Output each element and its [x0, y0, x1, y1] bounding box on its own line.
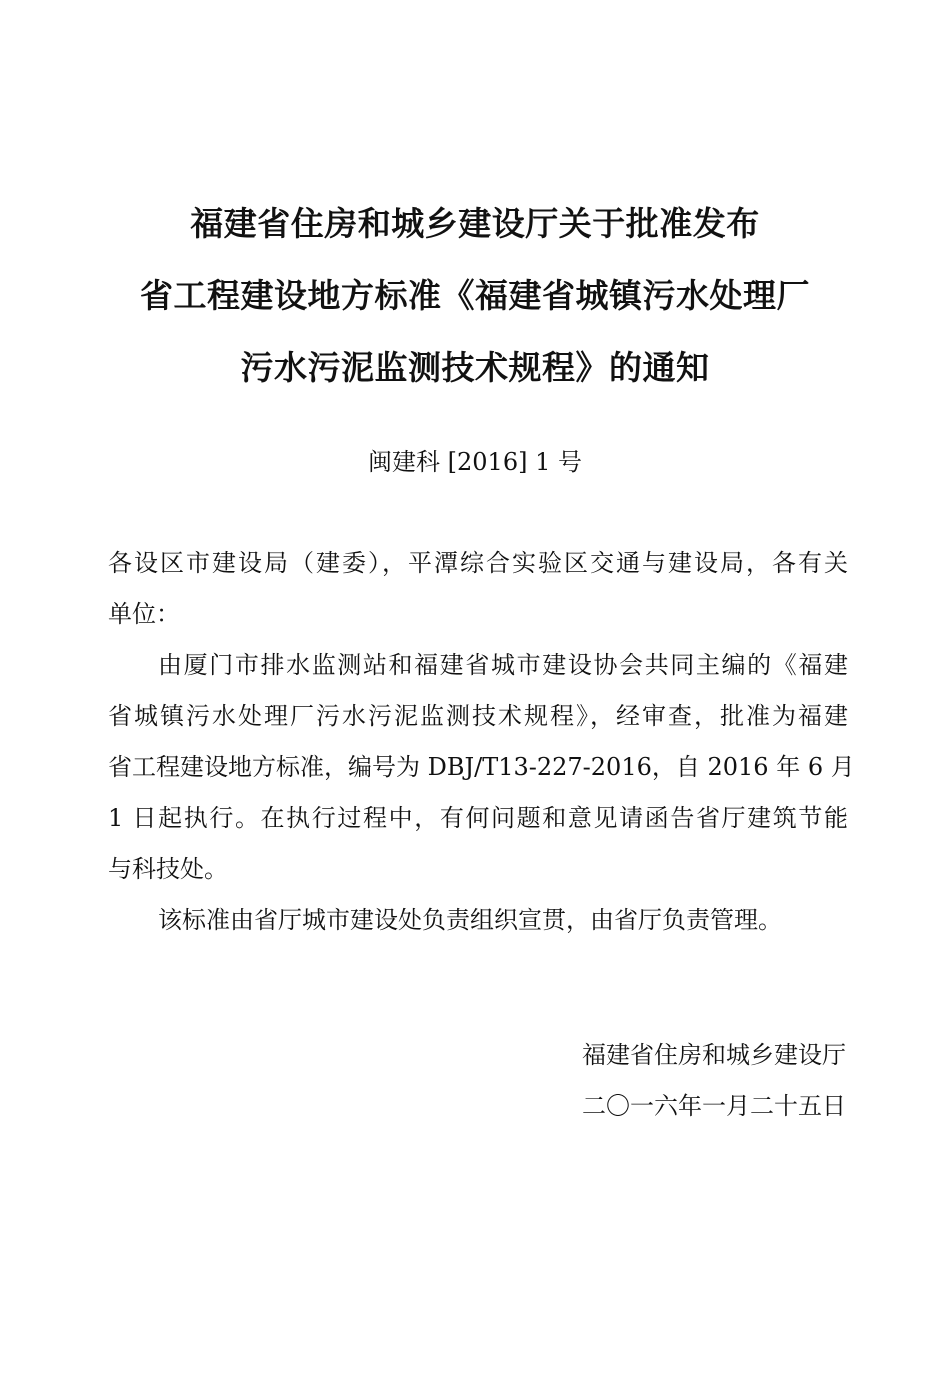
paragraph2-line-1: 该标准由省厅城市建设处负责组织宣贯，由省厅负责管理。: [158, 906, 782, 934]
title-line-2: 省工程建设地方标准《福建省城镇污水处理厂: [140, 276, 810, 315]
paragraph1-line-1: 由厦门市排水监测站和福建省城市建设协会共同主编的《福建: [158, 651, 848, 679]
title-line-1: 福建省住房和城乡建设厅关于批准发布: [190, 204, 760, 243]
document-title: [0, 188, 950, 404]
addressee-line-2: 单位：: [108, 600, 180, 628]
paragraph1-line-3: 省工程建设地方标准，编号为 DBJ/T13-227-2016，自 2016 年 6 月: [108, 753, 855, 781]
document-number: 闽建科 [2016] 1 号: [368, 448, 582, 476]
title-line-3: 污水污泥监测技术规程》的通知: [240, 348, 710, 387]
issue-date: 二〇一六年一月二十五日: [582, 1092, 846, 1120]
issuer-name: 福建省住房和城乡建设厅: [582, 1041, 846, 1069]
signature-block: [582, 1030, 846, 1132]
document-body: [108, 538, 855, 946]
paragraph1-line-5: 与科技处。: [108, 855, 228, 883]
addressee-line-1: 各设区市建设局（建委），平潭综合实验区交通与建设局，各有关: [108, 549, 848, 577]
paragraph1-line-4: 1 日起执行。在执行过程中，有何问题和意见请函告省厅建筑节能: [108, 804, 848, 832]
paragraph1-line-2: 省城镇污水处理厂污水污泥监测技术规程》，经审查，批准为福建: [108, 702, 848, 730]
